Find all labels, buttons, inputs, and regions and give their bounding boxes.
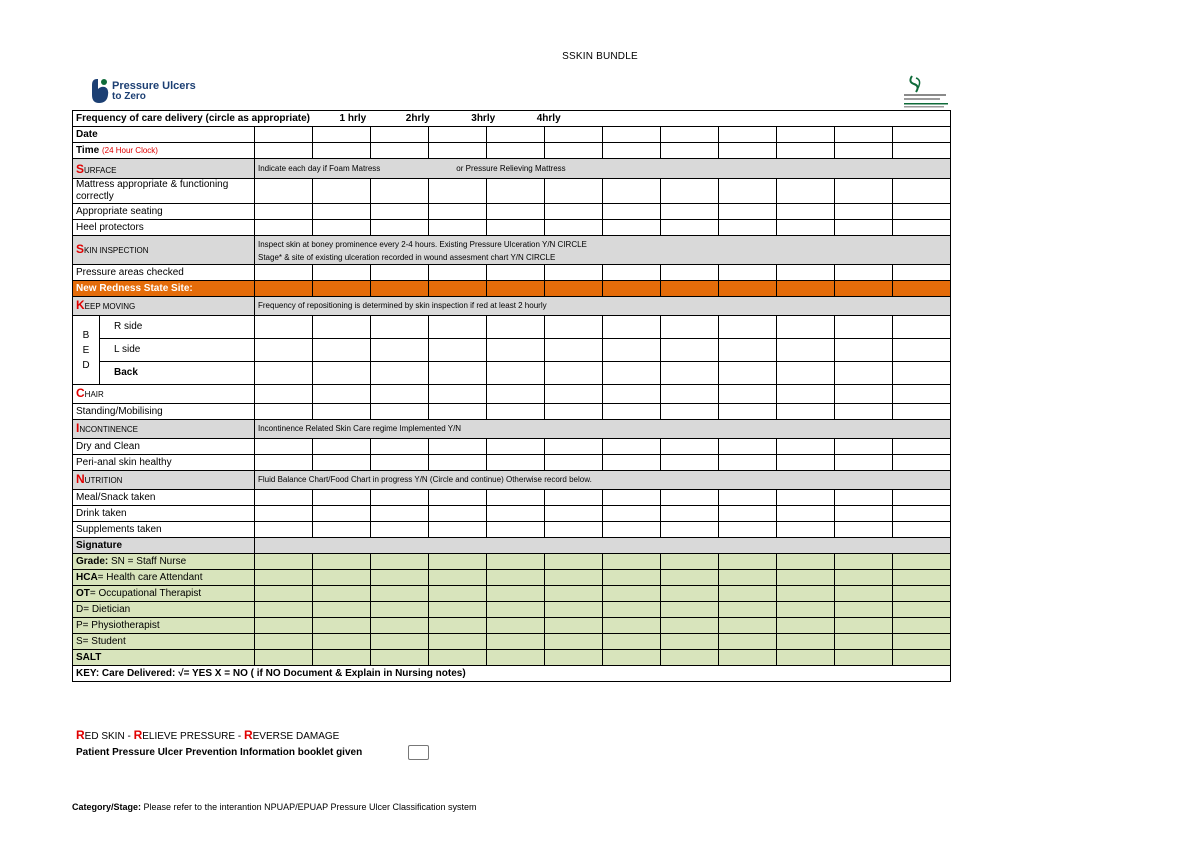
physio-label: P= Physiotherapist bbox=[73, 618, 255, 634]
seating-label: Appropriate seating bbox=[73, 204, 255, 220]
dry-row bbox=[73, 439, 951, 455]
new-redness-row bbox=[73, 281, 951, 297]
hand-icon bbox=[89, 77, 111, 105]
bed-letters: B E D bbox=[82, 329, 90, 371]
signature-field[interactable] bbox=[255, 538, 951, 554]
grade-row bbox=[73, 554, 951, 570]
incontinence-label: INCONTINENCE bbox=[73, 420, 255, 439]
dry-label: Dry and Clean bbox=[73, 439, 255, 455]
nutrition-note: Fluid Balance Chart/Food Chart in progress Y/N (Circle and continue) Otherwise record below. bbox=[255, 471, 951, 490]
frequency-cell bbox=[73, 111, 951, 127]
meal-label: Meal/Snack taken bbox=[73, 490, 255, 506]
sskin-bundle-table bbox=[72, 110, 951, 682]
dietician-row bbox=[73, 602, 951, 618]
bed-r-row bbox=[73, 316, 951, 339]
hca-label: HCA= Health care Attendant bbox=[73, 570, 255, 586]
logo-line1: Pressure Ulcers bbox=[112, 80, 196, 92]
skin-header-row bbox=[73, 236, 951, 265]
salt-label: SALT bbox=[73, 650, 255, 666]
skin-note: Inspect skin at boney prominence every 2-4 hours. Existing Pressure Ulceration Y/N CIRCLE Stage* & site of existing ulceration recorded in wound assesment chart Y/N CIRCLE bbox=[255, 236, 951, 265]
keep-moving-row bbox=[73, 297, 951, 316]
seating-row bbox=[73, 204, 951, 220]
meal-row bbox=[73, 490, 951, 506]
mattress-row bbox=[73, 179, 951, 204]
nutrition-label: NUTRITION bbox=[73, 471, 255, 490]
dietician-label: D= Dietician bbox=[73, 602, 255, 618]
chair-label: CHAIR bbox=[73, 385, 255, 404]
student-label: S= Student bbox=[73, 634, 255, 650]
logo-line2: to Zero bbox=[112, 91, 146, 102]
student-row bbox=[73, 634, 951, 650]
salt-row bbox=[73, 650, 951, 666]
frequency-1hrly[interactable]: 1 hrly bbox=[339, 112, 367, 124]
hca-row bbox=[73, 570, 951, 586]
booklet-checkbox[interactable] bbox=[408, 745, 429, 760]
hse-emblem-icon bbox=[898, 74, 952, 110]
keep-moving-label: KEEP MOVING bbox=[73, 297, 255, 316]
skin-label: SKIN INSPECTION bbox=[73, 236, 255, 265]
frequency-row bbox=[73, 111, 951, 127]
surface-label: SURFACE bbox=[73, 159, 255, 179]
surface-header-row bbox=[73, 159, 951, 179]
standing-row bbox=[73, 404, 951, 420]
new-redness-label: New Redness State Site: bbox=[73, 281, 255, 297]
keep-moving-note: Frequency of repositioning is determined by skin inspection if red at least 2 hourly bbox=[255, 297, 951, 316]
pressure-ulcers-logo bbox=[89, 77, 199, 105]
date-label: Date bbox=[73, 127, 255, 143]
time-label-cell bbox=[73, 143, 255, 159]
frequency-label: Frequency of care delivery (circle as appropriate) bbox=[76, 112, 310, 124]
category-stage-note: Category/Stage: Please refer to the interantion NPUAP/EPUAP Pressure Ulcer Classification system bbox=[72, 802, 477, 812]
date-row bbox=[73, 127, 951, 143]
booklet-label: Patient Pressure Ulcer Prevention Information booklet given bbox=[76, 747, 363, 758]
bed-r-side-label: R side bbox=[100, 316, 254, 339]
time-note: (24 Hour Clock) bbox=[101, 145, 158, 155]
supplements-label: Supplements taken bbox=[73, 522, 255, 538]
heel-label: Heel protectors bbox=[73, 220, 255, 236]
bed-positions bbox=[73, 316, 255, 385]
perianal-row bbox=[73, 455, 951, 471]
hse-logo bbox=[898, 74, 952, 110]
perianal-label: Peri-anal skin healthy bbox=[73, 455, 255, 471]
pressure-areas-row bbox=[73, 265, 951, 281]
nutrition-row bbox=[73, 471, 951, 490]
key-label: KEY: Care Delivered: √= YES X = NO ( if NO Document & Explain in Nursing notes) bbox=[73, 666, 951, 682]
chair-row bbox=[73, 385, 951, 404]
page-title: SSKIN BUNDLE bbox=[562, 51, 638, 62]
signature-label: Signature bbox=[73, 538, 255, 554]
frequency-3hrly[interactable]: 3hrly bbox=[471, 112, 496, 124]
mattress-label: Mattress appropriate & functioning correctly bbox=[73, 179, 255, 204]
time-row bbox=[73, 143, 951, 159]
heel-row bbox=[73, 220, 951, 236]
time-label: Time bbox=[76, 144, 100, 156]
red-skin-line: RED SKIN - RELIEVE PRESSURE - REVERSE DAMAGE bbox=[76, 728, 340, 742]
incontinence-row bbox=[73, 420, 951, 439]
drink-row bbox=[73, 506, 951, 522]
key-row bbox=[73, 666, 951, 682]
physio-row bbox=[73, 618, 951, 634]
bed-back-label: Back bbox=[114, 367, 138, 378]
surface-note: Indicate each day if Foam Matress or Pressure Relieving Mattress bbox=[255, 159, 951, 179]
bed-l-side-label: L side bbox=[100, 339, 254, 362]
ot-label: OT= Occupational Therapist bbox=[73, 586, 255, 602]
standing-label: Standing/Mobilising bbox=[73, 404, 255, 420]
incontinence-note: Incontinence Related Skin Care regime Implemented Y/N bbox=[255, 420, 951, 439]
signature-row bbox=[73, 538, 951, 554]
supplements-row bbox=[73, 522, 951, 538]
pressure-areas-label: Pressure areas checked bbox=[73, 265, 255, 281]
frequency-2hrly[interactable]: 2hrly bbox=[405, 112, 430, 124]
ot-row bbox=[73, 586, 951, 602]
frequency-4hrly[interactable]: 4hrly bbox=[536, 112, 561, 124]
drink-label: Drink taken bbox=[73, 506, 255, 522]
grade-label: Grade: SN = Staff Nurse bbox=[73, 554, 255, 570]
